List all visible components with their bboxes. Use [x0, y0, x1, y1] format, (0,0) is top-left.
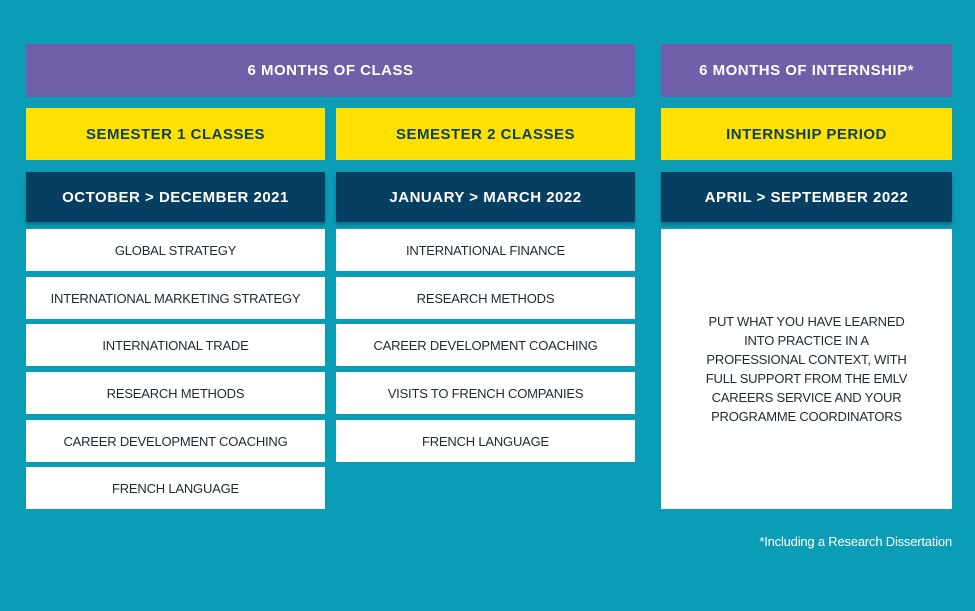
internship-title: INTERNSHIP PERIOD [661, 108, 952, 160]
list-item: GLOBAL STRATEGY [26, 229, 325, 271]
semester-1-title: SEMESTER 1 CLASSES [26, 108, 325, 160]
list-item: FRENCH LANGUAGE [336, 420, 635, 462]
list-item: INTERNATIONAL TRADE [26, 324, 325, 366]
class-period-header: 6 MONTHS OF CLASS [26, 44, 635, 97]
list-item: VISITS TO FRENCH COMPANIES [336, 372, 635, 414]
footnote: *Including a Research Dissertation [759, 534, 952, 549]
list-item: CAREER DEVELOPMENT COACHING [26, 420, 325, 462]
list-item: RESEARCH METHODS [26, 372, 325, 414]
list-item: INTERNATIONAL MARKETING STRATEGY [26, 277, 325, 319]
list-item: RESEARCH METHODS [336, 277, 635, 319]
semester-1-dates: OCTOBER > DECEMBER 2021 [26, 172, 325, 222]
internship-description [661, 229, 952, 509]
list-item: FRENCH LANGUAGE [26, 467, 325, 509]
list-item: CAREER DEVELOPMENT COACHING [336, 324, 635, 366]
internship-period-header: 6 MONTHS OF INTERNSHIP* [661, 44, 952, 97]
semester-2-dates: JANUARY > MARCH 2022 [336, 172, 635, 222]
internship-dates: APRIL > SEPTEMBER 2022 [661, 172, 952, 222]
semester-2-title: SEMESTER 2 CLASSES [336, 108, 635, 160]
list-item: INTERNATIONAL FINANCE [336, 229, 635, 271]
internship-description-text: PUT WHAT YOU HAVE LEARNED INTO PRACTICE IN A PROFESSIONAL CONTEXT, WITH FULL SUPPORT FROM THE EMLV CAREERS SERVICE AND YOUR PROGRAMME COORDINATORS [705, 314, 908, 424]
